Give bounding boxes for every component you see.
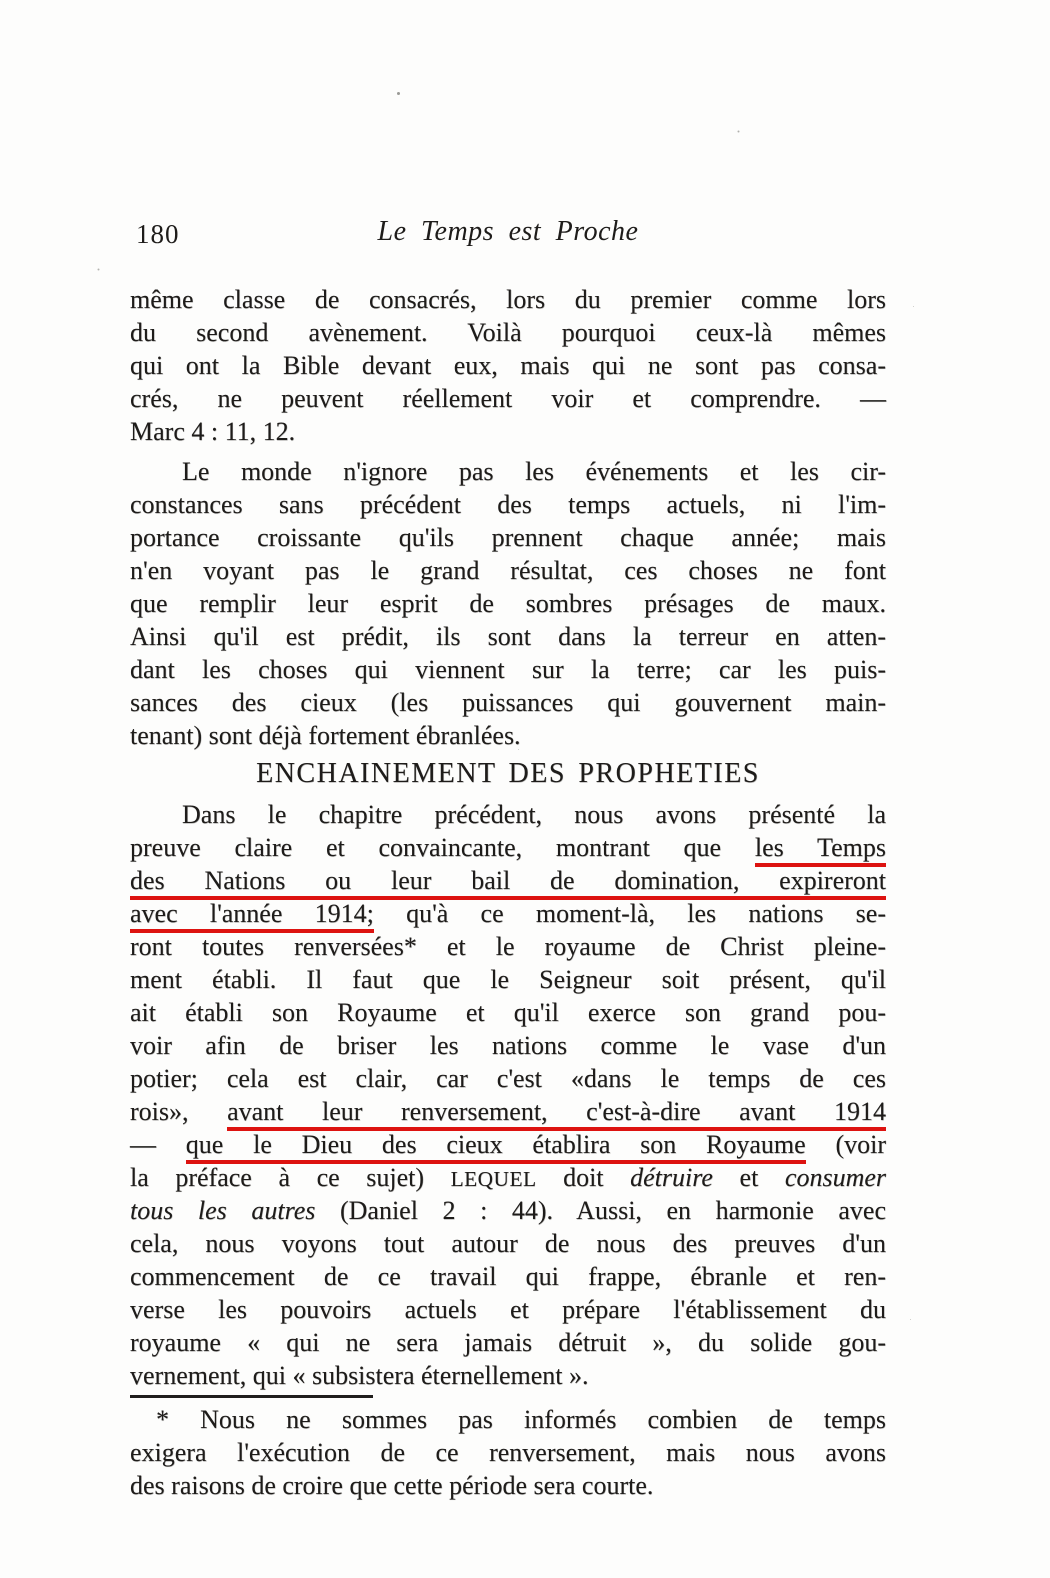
text-line: [130, 1128, 886, 1161]
text-segment: ront toutes renversées* et le royaume de Christ pleine-: [130, 932, 886, 961]
text-segment: rois»,: [130, 1097, 228, 1126]
text-line: [130, 382, 886, 415]
text-line: [130, 349, 886, 382]
text-segment: Dans le chapitre précédent, nous avons présenté la: [182, 800, 886, 829]
text-line: [130, 415, 886, 448]
text-segment: constances sans précédent des temps actuels, ni l'im-: [130, 490, 886, 519]
text-line: [130, 1436, 886, 1469]
text-line: [130, 653, 886, 686]
text-line: [130, 283, 886, 316]
paragraphs-before-heading: [130, 283, 886, 752]
red-underlined-text: que le Dieu des cieux établira son Royaume: [186, 1130, 806, 1164]
text-segment: du second avènement. Voilà pourquoi ceux-là mêmes: [130, 318, 886, 347]
text-segment: commencement de ce travail qui frappe, ébranle et ren-: [130, 1262, 886, 1291]
text-segment: cela, nous voyons tout autour de nous des preuves d'un: [130, 1229, 886, 1258]
text-line: [130, 455, 886, 488]
text-segment: doit: [536, 1163, 631, 1192]
footnote: [130, 1403, 886, 1502]
paragraph: [130, 798, 886, 1392]
text-segment: portance croissante qu'ils prennent chaque année; mais: [130, 523, 886, 552]
text-segment: crés, ne peuvent réellement voir et comprendre. —: [130, 384, 886, 413]
text-segment: dant les choses qui viennent sur la terre; car les puis-: [130, 655, 886, 684]
text-segment: ment établi. Il faut que le Seigneur soit présent, qu'il: [130, 965, 886, 994]
text-segment: des raisons de croire que cette période sera courte.: [130, 1471, 654, 1500]
text-line: [130, 1062, 886, 1095]
text-line: [130, 1260, 886, 1293]
paragraphs-after-heading: [130, 798, 886, 1392]
text-line: [130, 488, 886, 521]
text-line: [130, 316, 886, 349]
text-line: [130, 521, 886, 554]
text-segment: exigera l'exécution de ce renversement, mais nous avons: [130, 1438, 886, 1467]
page-number: 180: [136, 219, 180, 249]
text-segment: et: [712, 1163, 785, 1192]
text-line: [130, 1227, 886, 1260]
text-segment: potier; cela est clair, car c'est «dans le temps de ces: [130, 1064, 886, 1093]
text-line: [130, 897, 886, 930]
text-segment: que remplir leur esprit de sombres présages de maux.: [130, 589, 886, 618]
red-underlined-text: des Nations ou leur bail de domination, expireront: [130, 866, 886, 900]
text-segment: qu'à ce moment-là, les nations se-: [373, 899, 886, 928]
text-line: [130, 1293, 886, 1326]
text-segment: qui ont la Bible devant eux, mais qui ne sont pas consa-: [130, 351, 886, 380]
text-line: [130, 1194, 886, 1227]
text-line: [130, 1359, 886, 1392]
text-line: [130, 719, 886, 752]
text-line: [130, 1326, 886, 1359]
text-line: [130, 996, 886, 1029]
text-segment: sances des cieux (les puissances qui gouvernent main-: [130, 688, 886, 717]
text-segment: preuve claire et convaincante, montrant que: [130, 833, 755, 862]
red-underlined-text: avec l'année 1914;: [130, 899, 374, 933]
text-segment: (Daniel 2 : 44). Aussi, en harmonie avec: [315, 1196, 886, 1225]
text-segment: n'en voyant pas le grand résultat, ces choses ne font: [130, 556, 886, 585]
page-header: [130, 216, 886, 252]
text-segment: même classe de consacrés, lors du premier comme lors: [130, 285, 886, 314]
text-segment: * Nous ne sommes pas informés combien de temps: [156, 1405, 886, 1434]
text-segment: tenant) sont déjà fortement ébranlées.: [130, 721, 521, 750]
red-underlined-text: avant leur renversement, c'est-à-dire avant 1914: [227, 1097, 886, 1131]
red-underlined-text: les Temps: [755, 833, 886, 867]
text-segment: voir afin de briser les nations comme le vase d'un: [130, 1031, 886, 1060]
text-line: [130, 620, 886, 653]
text-segment: —: [130, 1130, 186, 1159]
footnote-separator-rule: [130, 1395, 373, 1398]
text-line: [130, 1029, 886, 1062]
text-line: [130, 1095, 886, 1128]
text-segment: Ainsi qu'il est prédit, ils sont dans la terreur en atten-: [130, 622, 886, 651]
text-segment: (voir: [805, 1130, 886, 1159]
text-line: [130, 686, 886, 719]
text-line: [130, 554, 886, 587]
section-heading: ENCHAINEMENT DES PROPHETIES: [256, 758, 760, 789]
text-line: [130, 930, 886, 963]
text-segment: ait établi son Royaume et qu'il exerce son grand pou-: [130, 998, 886, 1027]
text-line: [130, 1403, 886, 1436]
text-segment: vernement, qui « subsistera éternellement ».: [130, 1361, 589, 1390]
small-caps-text: LEQUEL: [450, 1167, 537, 1191]
italic-text: tous les autres: [130, 1196, 316, 1225]
italic-text: consumer: [784, 1163, 887, 1192]
text-line: [130, 1161, 886, 1194]
text-segment: Marc 4 : 11, 12.: [130, 417, 296, 446]
running-title: Le Temps est Proche: [377, 216, 639, 247]
paragraph: [130, 455, 886, 752]
text-line: [130, 1469, 886, 1502]
text-line: [130, 798, 886, 831]
text-segment: royaume « qui ne sera jamais détruit », du solide gou-: [130, 1328, 886, 1357]
text-line: [130, 587, 886, 620]
paragraph: [130, 283, 886, 448]
paragraph: [130, 1403, 886, 1502]
text-line: [130, 831, 886, 864]
text-segment: Le monde n'ignore pas les événements et les cir-: [182, 457, 886, 486]
text-line: [130, 963, 886, 996]
page-content: [130, 283, 886, 1502]
text-line: [130, 864, 886, 897]
text-segment: la préface à ce sujet): [130, 1163, 451, 1192]
italic-text: détruire: [630, 1163, 713, 1192]
text-segment: verse les pouvoirs actuels et prépare l'établissement du: [130, 1295, 886, 1324]
scan-dust-speckles: [397, 92, 400, 95]
